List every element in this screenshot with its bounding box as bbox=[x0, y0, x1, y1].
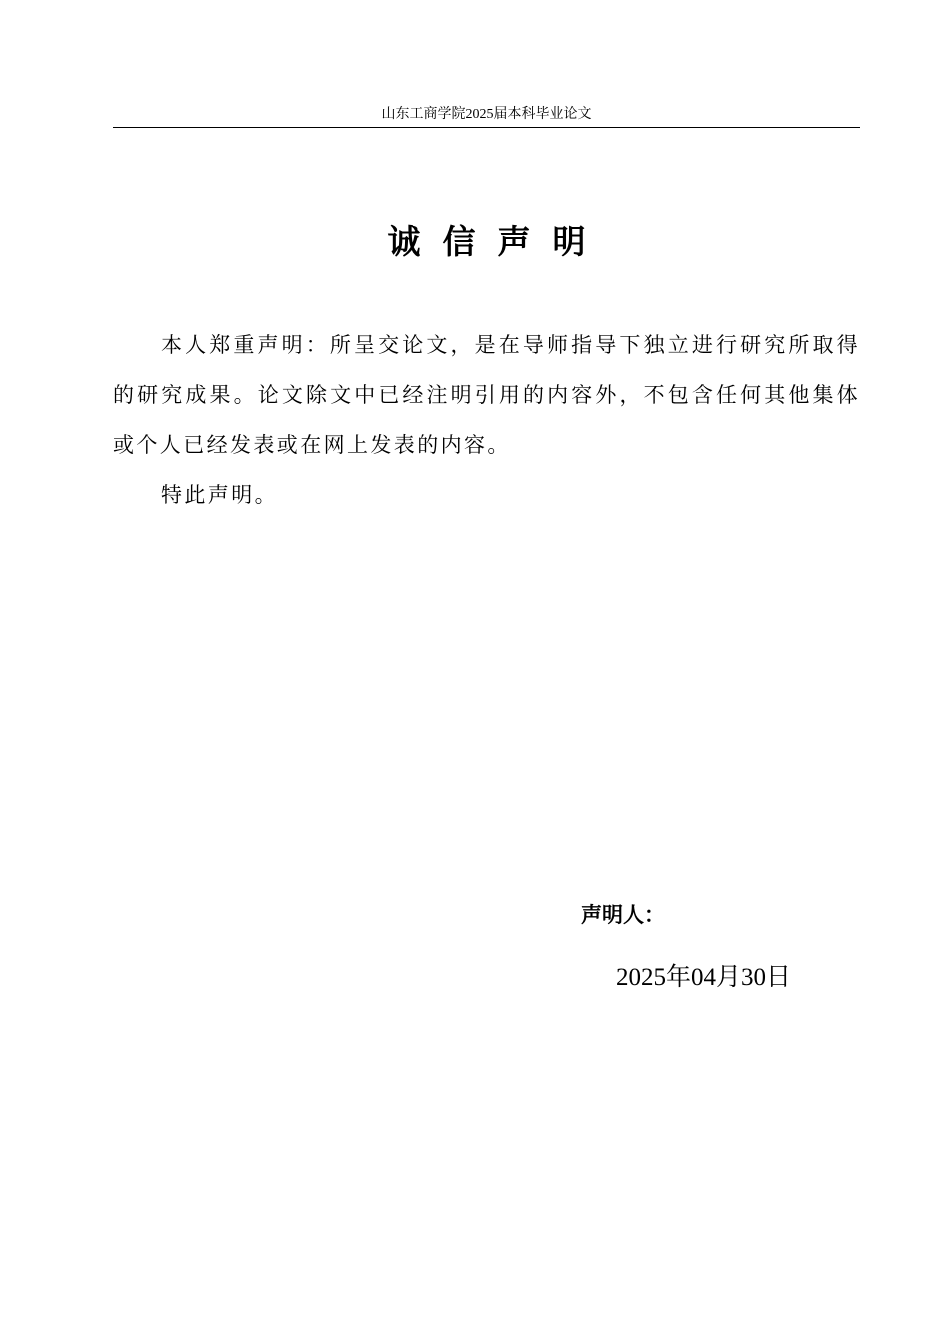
declaration-date: 2025年04月30日 bbox=[616, 964, 792, 991]
closing-paragraph: 特此声明。 bbox=[161, 483, 278, 507]
declaration-body bbox=[113, 320, 860, 520]
signer-label: 声明人： bbox=[581, 903, 665, 927]
declaration-paragraph: 本人郑重声明：所呈交论文，是在导师指导下独立进行研究所取得的研究成果。论文除文中已经注明引用的内容外，不包含任何其他集体或个人已经发表或在网上发表的内容。 bbox=[113, 333, 860, 457]
declaration-title: 诚信声明 bbox=[387, 222, 608, 261]
header-rule bbox=[113, 127, 860, 128]
running-header: 山东工商学院2025届本科毕业论文 bbox=[381, 107, 592, 122]
